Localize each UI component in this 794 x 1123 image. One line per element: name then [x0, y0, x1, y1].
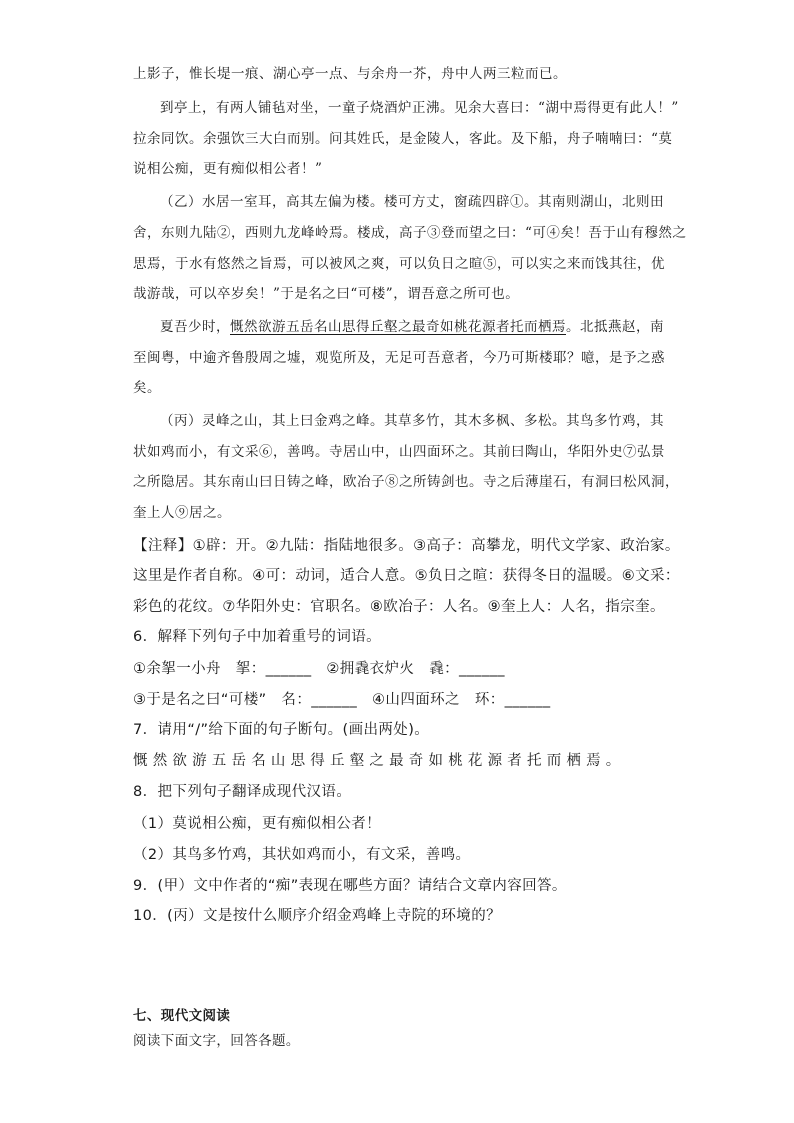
yi-text-line: 舍，东则九陆②，西则九龙峰岭焉。楼成，高子③登而望之曰：“可④矣！吾于山有穆然之 — [133, 225, 687, 241]
bing-text-line: 之所隐居。其东南山曰日铸之峰，欧冶子⑧之所铸剑也。寺之后薄崖石，有洞曰松风洞， — [133, 474, 679, 490]
question-8-stem: 8．把下列句子翻译成现代汉语。 — [133, 784, 352, 800]
yi-text-line: 思焉，于水有悠然之旨焉，可以被风之爽，可以负日之暄⑤，可以实之来而饯其往，优 — [133, 256, 665, 272]
text-span: 夏吾少时， — [160, 319, 230, 335]
underlined-sentence: 慨然欲游五岳名山思得丘壑之最奇如桃花源者托而栖焉 — [230, 319, 566, 335]
question-7-stem: 7．请用“/”给下面的句子断句。(画出两处)。 — [133, 722, 430, 738]
jia-text-line: 上影子，惟长堤一痕、湖心亭一点、与余舟一芥，舟中人两三粒而已。 — [133, 66, 567, 82]
annotation-line: 【注释】①辟：开。②九陆：指陆地很多。③高子：高攀龙，明代文学家、政治家。 — [133, 538, 680, 554]
jia-text-line: 到亭上，有两人铺毡对坐，一童子烧酒炉正沸。见余大喜曰：“湖中焉得更有此人！” — [160, 100, 679, 116]
question-6-item: ①余挐一小舟 挐：______ ②拥毳衣炉火 毳：______ — [133, 661, 505, 677]
question-6-stem: 6．解释下列句子中加着重号的词语。 — [133, 629, 382, 645]
text-span: 。北抵燕赵，南 — [566, 319, 664, 335]
question-10: 10．(丙）文是按什么顺序介绍金鸡峰上寺院的环境的？ — [133, 908, 502, 924]
yi-text-line-underlined — [160, 317, 664, 337]
question-8-item: （2）其鸟多竹鸡，其状如鸡而小，有文采，善鸣。 — [133, 847, 471, 863]
bing-text-line: （丙）灵峰之山，其上曰金鸡之峰。其草多竹，其木多枫、多松。其鸟多竹鸡，其 — [160, 413, 664, 429]
bing-text-line: 状如鸡而小，有文采⑥，善鸣。寺居山中，山四面环之。其前曰陶山，华阳外史⑦弘景 — [133, 444, 665, 460]
yi-text-line: 哉游哉，可以卒岁矣！”于是名之曰“可楼”，谓吾意之所可也。 — [133, 286, 520, 302]
annotation-line: 彩色的花纹。⑦华阳外史：官职名。⑧欧冶子：人名。⑨奎上人：人名，指宗奎。 — [133, 599, 665, 615]
question-7-sentence: 慨然欲游五岳名山思得丘壑之最奇如桃花源者托而栖焉。 — [133, 753, 626, 769]
yi-text-line: 至闽粤，中逾齐鲁殷周之墟，观览所及，无足可吾意者，今乃可斯楼耶？噫，是予之惑 — [133, 350, 665, 366]
jia-text-line: 说相公痴，更有痴似相公者！” — [133, 161, 323, 177]
question-6-item: ③于是名之曰“可楼” 名：______ ④山四面环之 环：______ — [133, 692, 551, 708]
bing-text-line: 奎上人⑨居之。 — [133, 505, 231, 521]
yi-text-line: （乙）水居一室耳，高其左偏为楼。楼可方丈，窗疏四辟①。其南则湖山，北则田 — [160, 194, 664, 210]
section-heading: 七、现代文阅读 — [133, 1008, 231, 1024]
question-9: 9．(甲）文中作者的“痴”表现在哪些方面？请结合文章内容回答。 — [133, 878, 567, 894]
section-instruction: 阅读下面文字，回答各题。 — [133, 1033, 300, 1049]
annotation-line: 这里是作者自称。④可：动词，适合人意。⑤负日之暄：获得冬日的温暖。⑥文采： — [133, 568, 680, 584]
jia-text-line: 拉余同饮。余强饮三大白而别。问其姓氏，是金陵人，客此。及下船，舟子喃喃曰：“莫 — [133, 131, 673, 147]
question-8-item: （1）莫说相公痴，更有痴似相公者！ — [133, 816, 382, 832]
yi-text-line: 矣。 — [133, 380, 161, 396]
